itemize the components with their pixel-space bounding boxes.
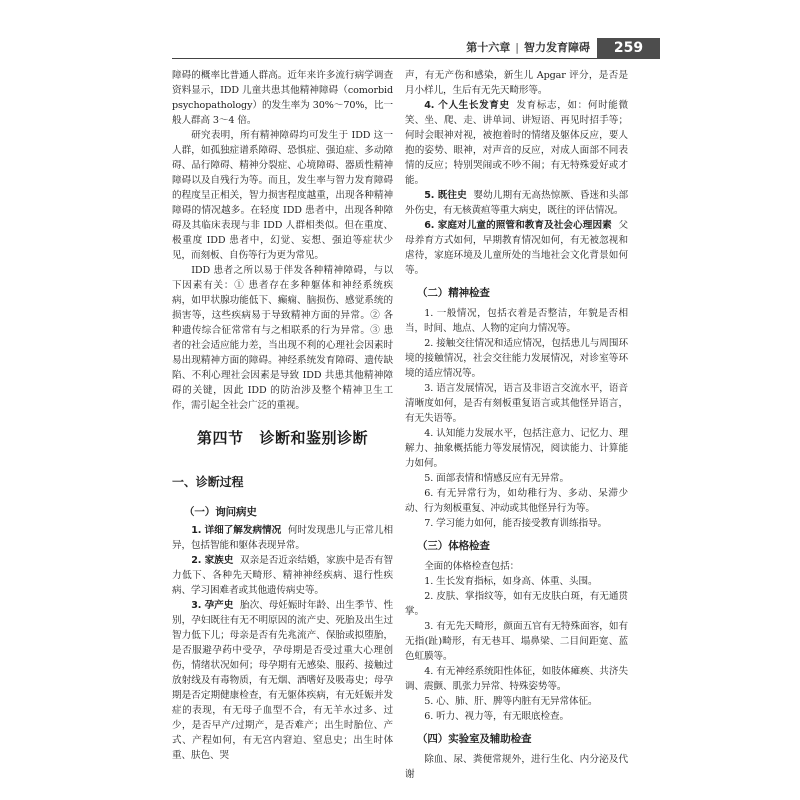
physical-exam-item: 3. 有无先天畸形，颜面五官有无特殊面容，如有无指(趾)畸形，有无巷耳、塌鼻梁、二目间距宽、蓝色虹膜等。 — [405, 621, 628, 662]
chapter-label: 第十六章 — [466, 41, 511, 54]
section-number: 第四节 — [196, 429, 244, 447]
subheading-lab-exam: （四）实验室及辅助检查 — [417, 733, 532, 745]
physical-exam-item: 5. 心、肺、肝、脾等内脏有无异常体征。 — [424, 696, 598, 707]
continued-paragraph: 声，有无产伤和感染，新生儿 Apgar 评分，是否是月小样儿，生后有无先天畸形等。 — [405, 70, 628, 96]
mental-exam-item: 1. 一般情况，包括衣着是否整洁，年貌是否相当，时间、地点、人物的定向力情况等。 — [405, 308, 628, 334]
left-column — [172, 68, 393, 763]
history-item — [405, 98, 628, 188]
item-text: 胎次、母妊娠时年龄、出生季节、性别，孕妇既往有无不明原因的流产史、死胎及出生过智力低下儿；母亲是否有先兆流产、保胎或拟堕胎，是否服避孕药中受孕，孕母期是否受过重大心理创伤，情绪状况如何；母孕期有无感染、服药、接触过放射线及有毒物质，有无烟、酒嗜好及吸毒史；母孕期是否定期健康检查，有无躯体疾病，有无妊娠并发症的表现，有无母子血型不合，有无羊水过多、过少，是否早产/过期产，是否难产；出生时胎位、产式、产程如何，有无宫内窘迫、窒息史；出生时体重、肤色、哭 — [172, 600, 393, 761]
item-lead: 2. 家族史 — [191, 555, 234, 566]
history-item — [172, 523, 393, 553]
right-column — [405, 68, 628, 782]
subheading-mental-exam: （二）精神检查 — [417, 287, 490, 299]
mental-exam-item: 5. 面部表情和情感反应有无异常。 — [424, 473, 570, 484]
item-lead: 1. 详细了解发病情况 — [191, 525, 282, 536]
running-head-divider: | — [515, 41, 519, 54]
item-text: 发育标志，如：何时能微笑、坐、爬、走、讲单词、讲短语、再见时招手等；何时会眼神对视，被抱着时的情绪及躯体反应，要人抱的姿势、眼神，对声音的反应，对成人面部不同表情的反应；特别哭闹或不吵不闹；有无特殊爱好或才能。 — [405, 100, 628, 186]
lab-exam-text: 除血、尿、粪便常规外，进行生化、内分泌及代谢 — [405, 754, 628, 780]
physical-exam-item: 1. 生长发育指标，如身高、体重、头围。 — [424, 576, 598, 587]
mental-exam-item: 2. 接触交往情况和适应情况，包括患儿与周围环境的接触情况，社会交往能力发展情况，对诊室等环境的适应情况等。 — [405, 338, 628, 379]
item-lead: 4. 个人生长发育史 — [424, 100, 510, 111]
mental-exam-item: 4. 认知能力发展水平，包括注意力、记忆力、理解力、抽象概括能力等发展情况，阅读能力、计算能力如何。 — [405, 428, 628, 469]
item-lead: 5. 既往史 — [424, 190, 467, 201]
physical-exam-intro: 全面的体格检查包括： — [424, 561, 520, 572]
subheading-physical-exam: （三）体格检查 — [417, 540, 490, 552]
item-text: 何时发现患儿与正常儿相异，包括智能和躯体表现异常。 — [172, 525, 393, 551]
mental-exam-item: 6. 有无异常行为，如幼稚行为、多动、呆滞少动、行为刻板重复、冲动或其他怪异行为等。 — [405, 488, 628, 514]
running-head — [466, 40, 590, 56]
item-text: 父母养育方式如何，早期教育情况如何，有无被忽视和虐待，家庭环境及儿童所处的当地社会文化背景如何等。 — [405, 220, 628, 276]
physical-exam-item: 4. 有无神经系统阳性体征，如肢体瘫痪、共济失调、震颤、肌张力异常、特殊姿势等。 — [405, 666, 628, 692]
history-item — [405, 218, 628, 278]
body-paragraph: IDD 患者之所以易于伴发各种精神障碍，与以下因素有关：① 患者存在多种躯体和神经系统疾病，如甲状腺功能低下、癫痫、脑损伤、感觉系统的损害等，这些疾病易于导致精神方面的异常。② 各种遗传综合征常常有与之相联系的行为异常。③ 患者的社会适应能力差，当出现不利的心理社会因素时易出现精神方面的障碍。神经系统发育障碍、遗传缺陷、不利心理社会因素是导致 IDD 共患其他精神障碍的关键，因此 IDD 的防治涉及整个精神卫生工作，需引起全社会广泛的重视。 — [172, 265, 393, 411]
body-paragraph: 障碍的概率比普通人群高。近年来许多流行病学调查资料显示，IDD 儿童共患其他精神障碍（comorbid psychopathology）的发生率为 30%～70%，比一般人群高 3～4 倍。 — [172, 70, 393, 126]
page-number: 259 — [597, 38, 660, 59]
header-rule — [172, 58, 597, 59]
item-text: 双亲是否近亲结婚，家族中是否有智力低下、各种先天畸形、精神神经疾病、退行性疾病、学习困难者或其他遗传病史等。 — [172, 555, 393, 596]
item-lead: 3. 孕产史 — [191, 600, 234, 611]
subheading-history-taking: （一）询问病史 — [184, 506, 257, 518]
chapter-title: 智力发育障碍 — [524, 41, 590, 54]
mental-exam-item: 7. 学习能力如何，能否接受教育训练指导。 — [424, 518, 607, 529]
physical-exam-item: 6. 听力、视力等，有无眼底检查。 — [424, 711, 570, 722]
physical-exam-item: 2. 皮肤、掌指纹等，如有无皮肤白斑，有无通贯掌。 — [405, 591, 628, 617]
item-lead: 6. 家庭对儿童的照管和教育及社会心理因素 — [424, 220, 612, 231]
mental-exam-item: 3. 语言发展情况，语言及非语言交流水平，语音清晰度如何，是否有刻板重复语言或其他怪异语言，有无失语等。 — [405, 383, 628, 424]
body-paragraph: 研究表明，所有精神障碍均可发生于 IDD 这一人群，如孤独症谱系障碍、恐惧症、强迫症、多动障碍、品行障碍、精神分裂症、心境障碍、器质性精神障碍以及自残行为等。而且，发生率与智力发育障碍的程度呈正相关，智力损害程度越重，出现各种精神障碍的情况越多。在轻度 IDD 患者中，出现各种障碍及其临床表现与非 IDD 人群相类似。但在重度、极重度 IDD 患者中，幻觉、妄想、强迫等症状少见，而刻板、自伤等行为更为常见。 — [172, 130, 393, 261]
history-item — [172, 553, 393, 598]
section-title: 诊断和鉴别诊断 — [259, 429, 369, 447]
heading-diagnosis-process: 一、诊断过程 — [172, 475, 244, 489]
history-item — [172, 598, 393, 763]
item-text: 婴幼儿期有无高热惊厥、昏迷和头部外伤史，有无核黄疸等重大病史，既往的评估情况。 — [405, 190, 628, 216]
history-item — [405, 188, 628, 218]
section-heading — [172, 427, 393, 449]
